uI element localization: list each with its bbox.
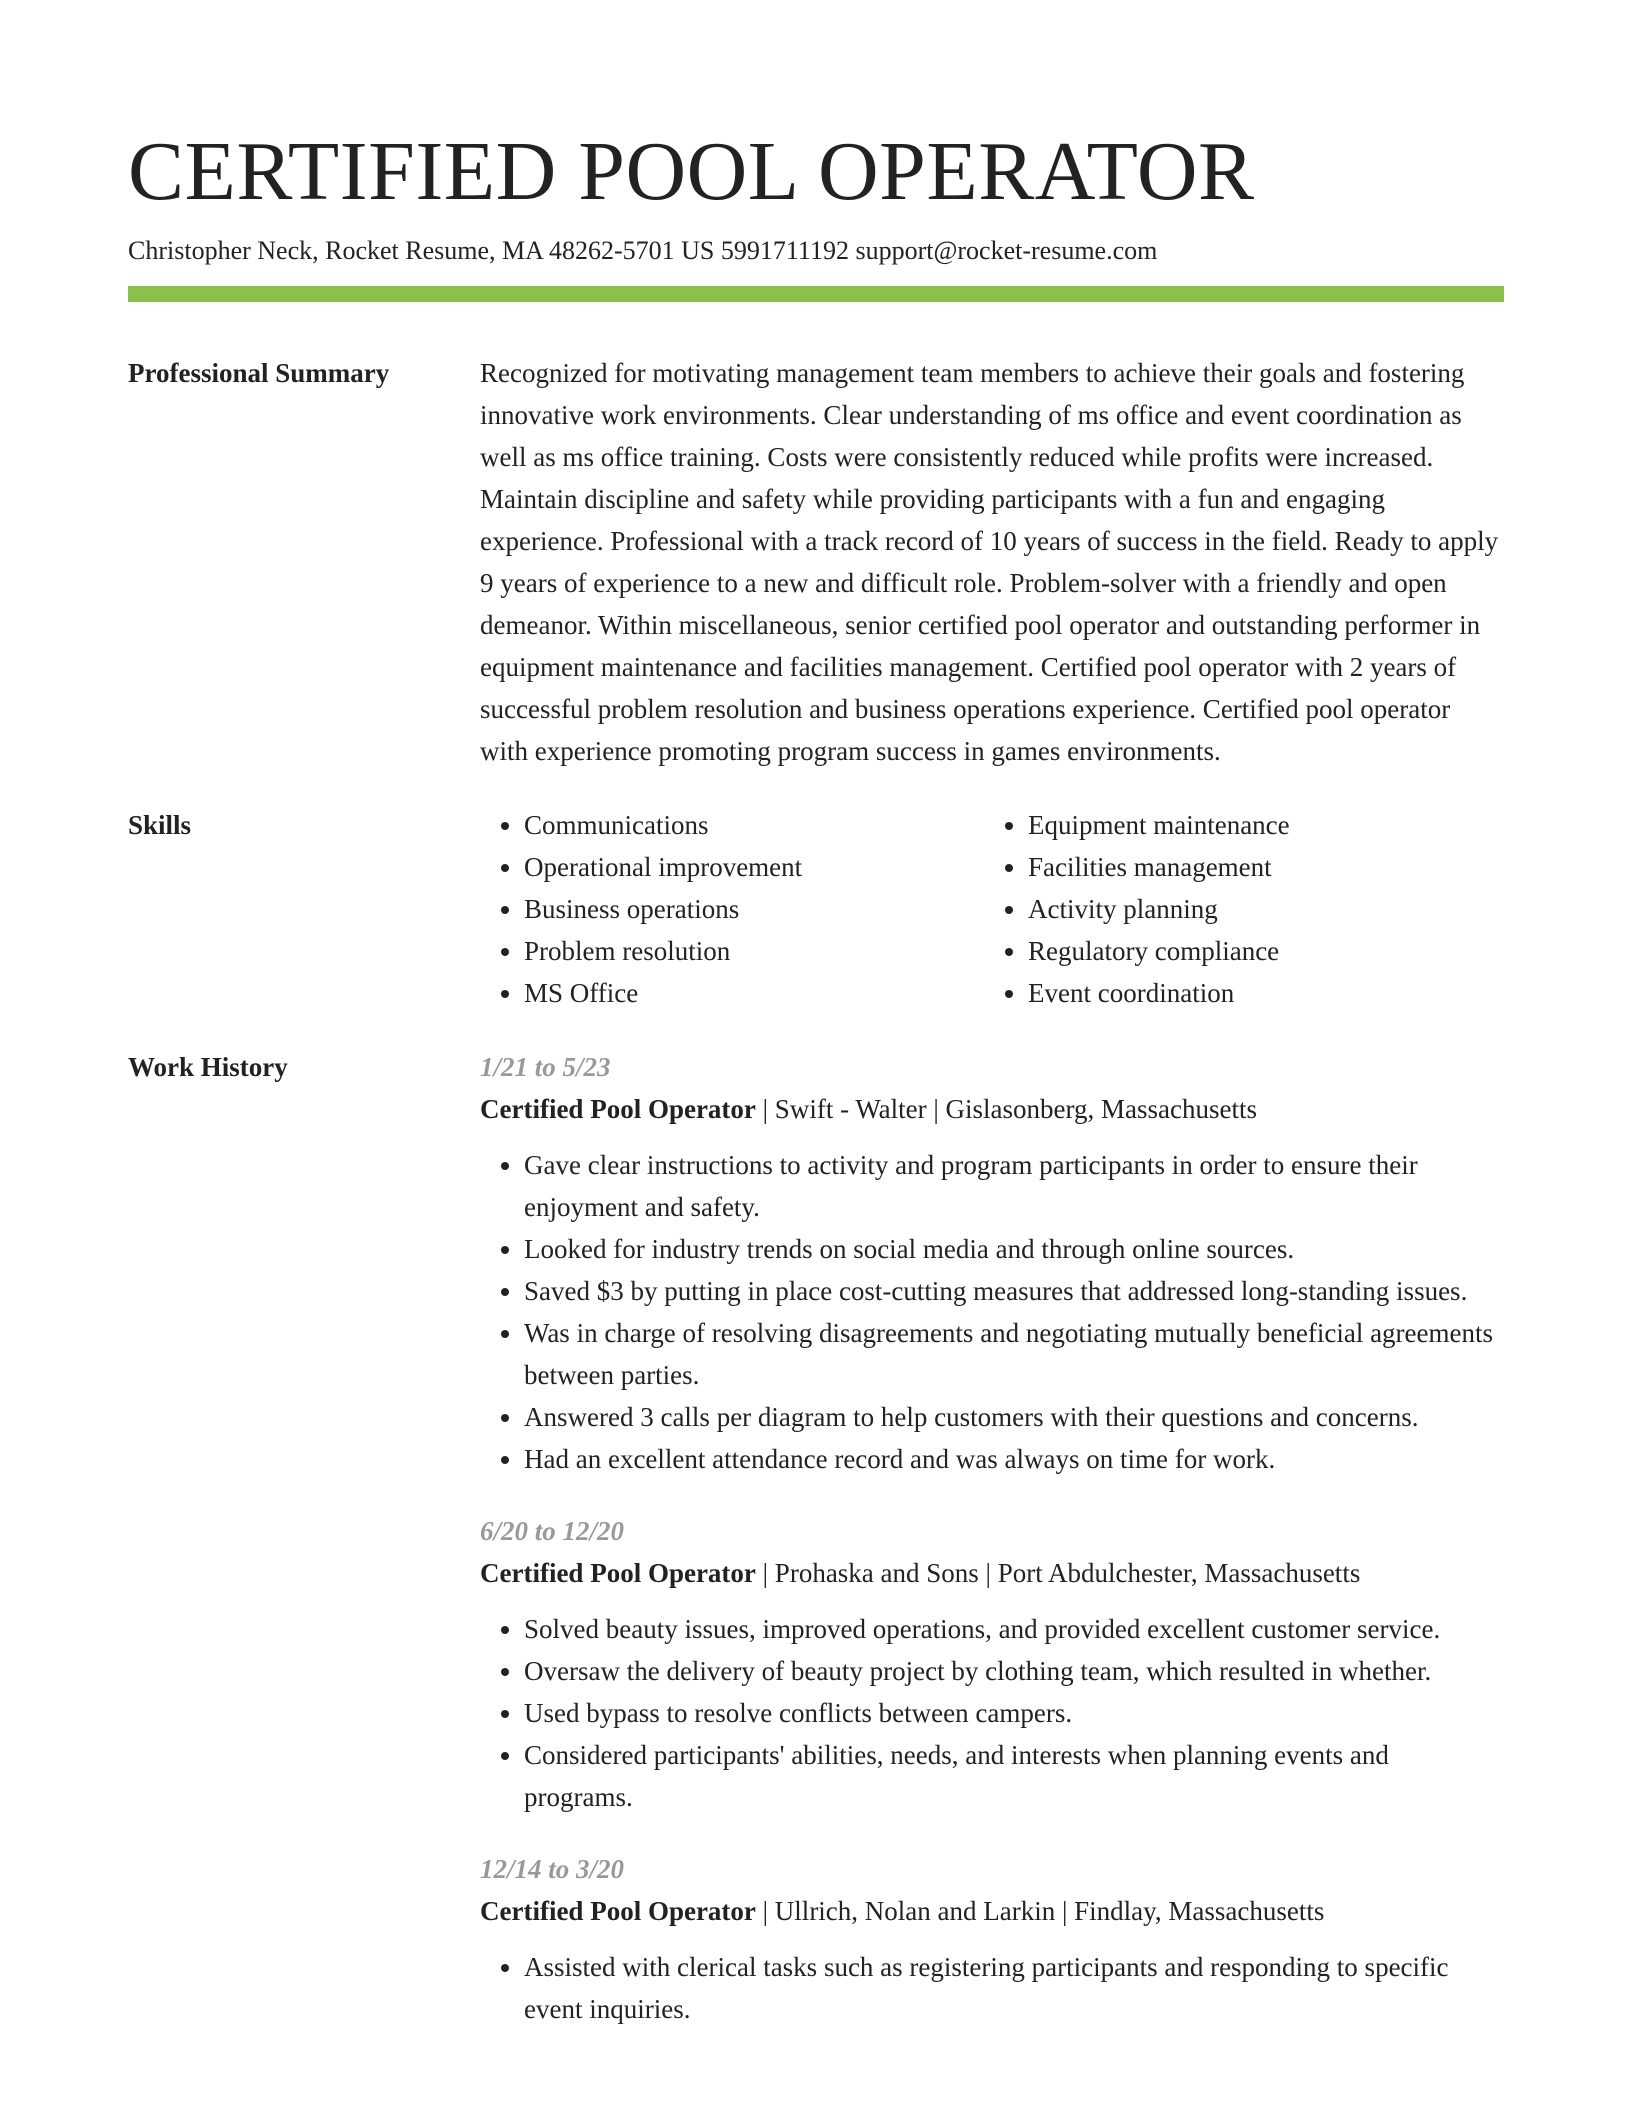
work-history-list: [480, 1046, 1504, 2030]
job-bullet: • Considered participants' abilities, needs, and interests when planning events and programs.: [524, 1734, 1504, 1818]
skill-item: • Business operations: [524, 888, 984, 930]
job-employer-location: | Ullrich, Nolan and Larkin | Findlay, Massachusetts: [755, 1896, 1325, 1926]
job-title: Certified Pool Operator: [480, 1558, 756, 1588]
job-heading: [480, 1088, 1504, 1130]
skill-item: • MS Office: [524, 972, 984, 1014]
work-history-section: [128, 1046, 1504, 2030]
skill-item: • Equipment maintenance: [1028, 804, 1488, 846]
job-bullets: [480, 1144, 1504, 1480]
job-title: Certified Pool Operator: [480, 1094, 756, 1124]
job-employer-location: | Prohaska and Sons | Port Abdulchester, Massachusetts: [755, 1558, 1361, 1588]
job-employer-location: | Swift - Walter | Gislasonberg, Massachusetts: [755, 1094, 1257, 1124]
section-label-work: Work History: [128, 1052, 288, 1082]
job-bullets: [480, 1946, 1504, 2030]
job-bullet: • Looked for industry trends on social media and through online sources.: [524, 1228, 1504, 1270]
job-bullet: • Solved beauty issues, improved operations, and provided excellent customer service.: [524, 1608, 1504, 1650]
skills-column-right: [984, 804, 1488, 1014]
skills-section: [128, 804, 1504, 1014]
accent-divider: [128, 286, 1504, 302]
job-title: Certified Pool Operator: [480, 1896, 756, 1926]
job-heading: [480, 1552, 1504, 1594]
job-bullet: • Had an excellent attendance record and was always on time for work.: [524, 1438, 1504, 1480]
resume-title: CERTIFIED POOL OPERATOR: [128, 125, 1255, 218]
job-bullet: • Oversaw the delivery of beauty project by clothing team, which resulted in whether.: [524, 1650, 1504, 1692]
skill-item: • Event coordination: [1028, 972, 1488, 1014]
skill-item: • Regulatory compliance: [1028, 930, 1488, 972]
job-entry: [480, 1046, 1504, 1480]
job-bullet: • Answered 3 calls per diagram to help customers with their questions and concerns.: [524, 1396, 1504, 1438]
professional-summary-section: [128, 352, 1504, 772]
skills-column-left: [480, 804, 984, 1014]
summary-text: Recognized for motivating management team members to achieve their goals and fostering innovative work environments. Clear understanding of ms office and event coordination as well as ms office training. Costs were consistently reduced while profits were increased. Maintain discipline and safety while providing participants with a fun and engaging experience. Professional with a track record of 10 years of success in the field. Ready to apply 9 years of experience to a new and difficult role. Problem-solver with a friendly and open demeanor. Within miscellaneous, senior certified pool operator and outstanding performer in equipment maintenance and facilities management. Certified pool operator with 2 years of successful problem resolution and business operations experience. Certified pool operator with experience promoting program success in games environments.: [480, 358, 1499, 766]
skill-item: • Activity planning: [1028, 888, 1488, 930]
job-dates: 1/21 to 5/23: [480, 1052, 611, 1082]
job-bullet: • Was in charge of resolving disagreements and negotiating mutually beneficial agreements between parties.: [524, 1312, 1504, 1396]
job-dates: 12/14 to 3/20: [480, 1854, 625, 1884]
job-entry: [480, 1848, 1504, 2030]
job-bullet: • Assisted with clerical tasks such as registering participants and responding to specific event inquiries.: [524, 1946, 1504, 2030]
skills-grid: [480, 804, 1504, 1014]
job-entry: [480, 1510, 1504, 1818]
job-bullet: • Saved $3 by putting in place cost-cutting measures that addressed long-standing issues.: [524, 1270, 1504, 1312]
skill-item: • Problem resolution: [524, 930, 984, 972]
job-heading: [480, 1890, 1504, 1932]
skill-item: • Operational improvement: [524, 846, 984, 888]
section-label-summary: Professional Summary: [128, 358, 390, 388]
job-dates: 6/20 to 12/20: [480, 1516, 625, 1546]
job-bullets: [480, 1608, 1504, 1818]
skill-item: • Facilities management: [1028, 846, 1488, 888]
section-label-skills: Skills: [128, 810, 192, 840]
contact-line: Christopher Neck, Rocket Resume, MA 48262-5701 US 5991711192 support@rocket-resume.com: [128, 236, 1158, 265]
job-bullet: • Gave clear instructions to activity and program participants in order to ensure their enjoyment and safety.: [524, 1144, 1504, 1228]
job-bullet: • Used bypass to resolve conflicts between campers.: [524, 1692, 1504, 1734]
skill-item: • Communications: [524, 804, 984, 846]
